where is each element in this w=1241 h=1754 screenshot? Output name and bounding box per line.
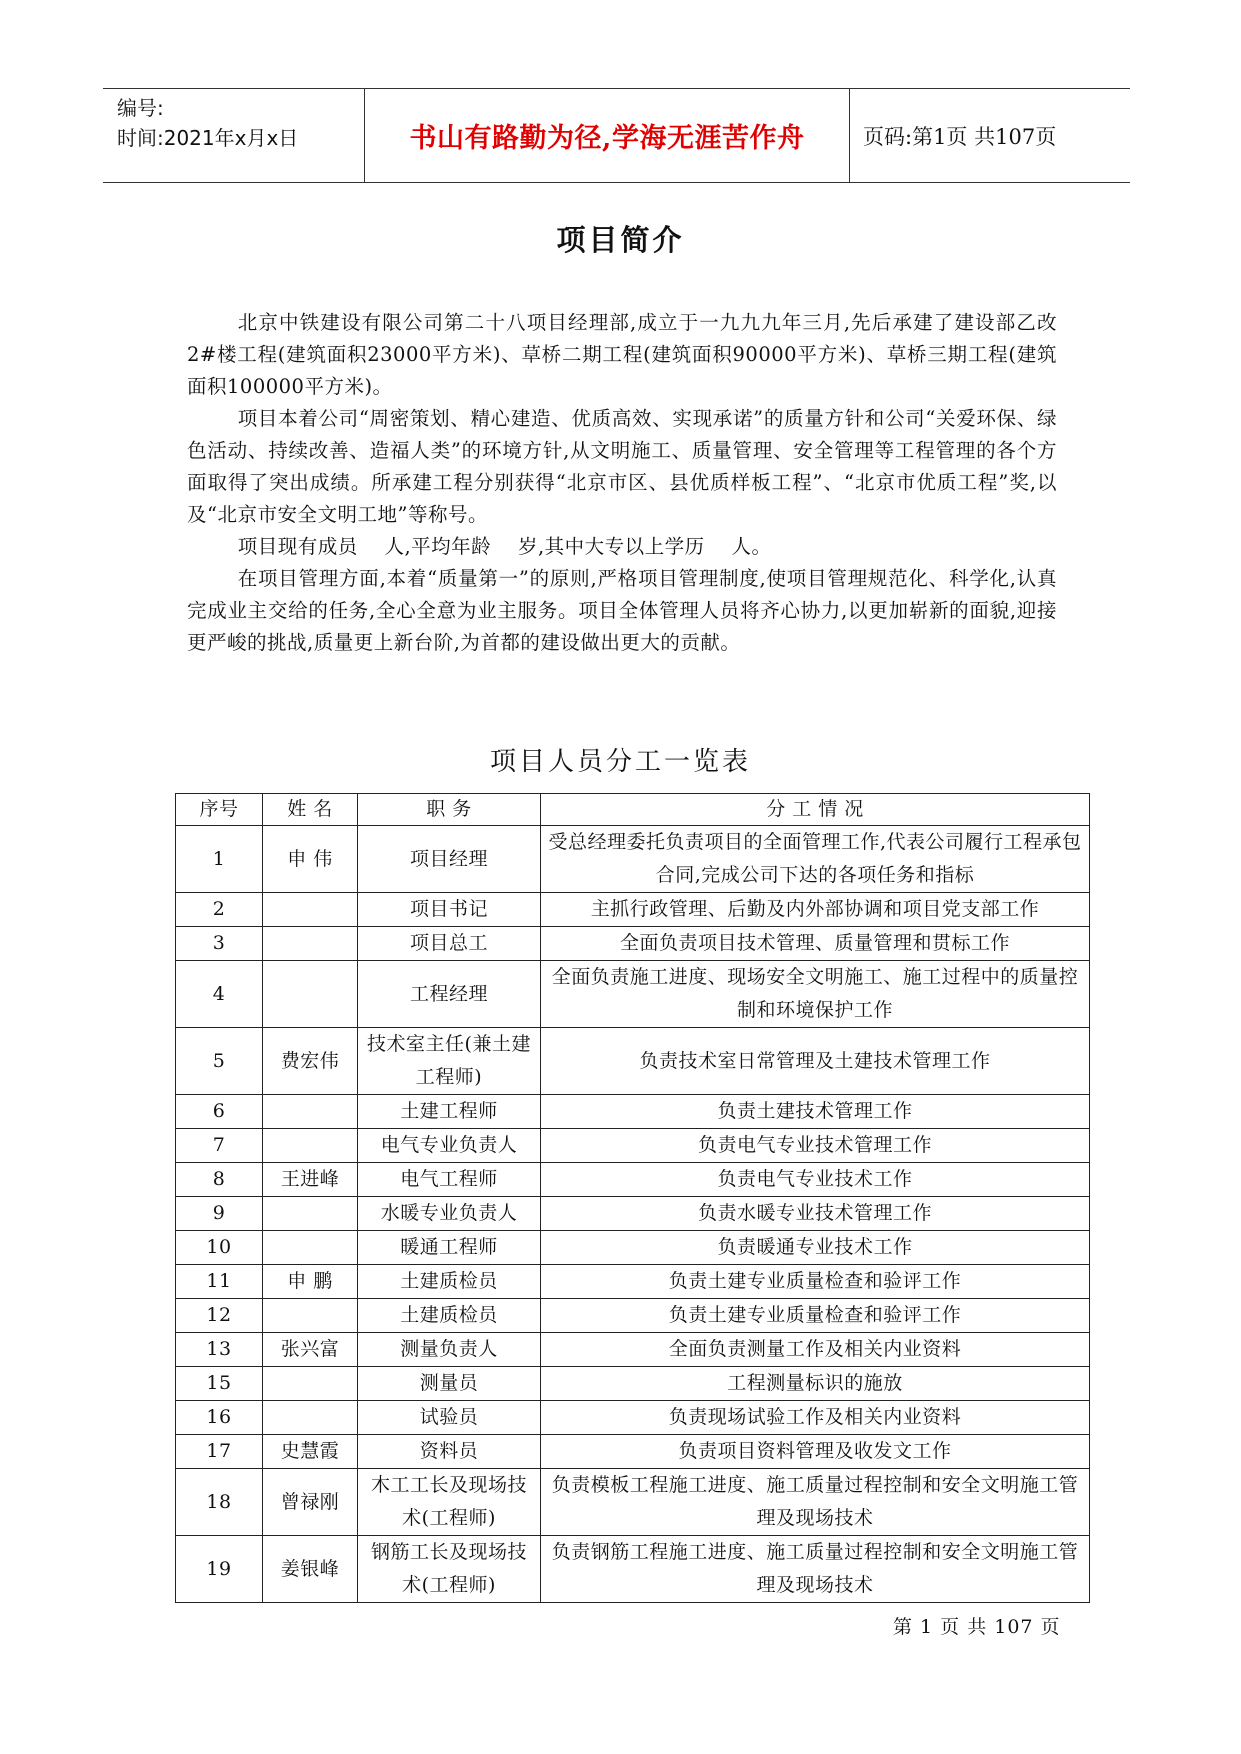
table-row	[176, 1265, 1090, 1299]
cell-duty: 负责技术室日常管理及土建技术管理工作	[541, 1028, 1090, 1095]
cell-name	[263, 1095, 358, 1129]
cell-duty: 全面负责测量工作及相关内业资料	[541, 1333, 1090, 1367]
cell-no: 4	[176, 961, 263, 1028]
cell-duty: 全面负责施工进度、现场安全文明施工、施工过程中的质量控制和环境保护工作	[541, 961, 1090, 1028]
cell-duty: 负责土建专业质量检查和验评工作	[541, 1299, 1090, 1333]
header-cell-name: 姓 名	[263, 794, 358, 826]
cell-name: 费宏伟	[263, 1028, 358, 1095]
cell-no: 9	[176, 1197, 263, 1231]
table-row	[176, 1401, 1090, 1435]
cell-name	[263, 1197, 358, 1231]
cell-name: 姜银峰	[263, 1536, 358, 1603]
intro-paragraph: 在项目管理方面,本着“质量第一”的原则,严格项目管理制度,使项目管理规范化、科学化,认真完成业主交给的任务,全心全意为业主服务。项目全体管理人员将齐心协力,以更加崭新的面貌,迎接更严峻的挑战,质量更上新台阶,为首都的建设做出更大的贡献。	[187, 567, 1057, 654]
cell-duty: 工程测量标识的施放	[541, 1367, 1090, 1401]
table-row	[176, 1095, 1090, 1129]
cell-position: 钢筋工长及现场技术(工程师)	[358, 1536, 541, 1603]
header-cell-position: 职 务	[358, 794, 541, 826]
cell-duty: 全面负责项目技术管理、质量管理和贯标工作	[541, 927, 1090, 961]
cell-duty: 负责现场试验工作及相关内业资料	[541, 1401, 1090, 1435]
header-page-number: 页码:第1页 共107页	[863, 124, 1057, 149]
cell-no: 15	[176, 1367, 263, 1401]
cell-name	[263, 1129, 358, 1163]
cell-duty: 主抓行政管理、后勤及内外部协调和项目党支部工作	[541, 893, 1090, 927]
cell-name	[263, 893, 358, 927]
cell-duty: 负责电气专业技术工作	[541, 1163, 1090, 1197]
cell-name	[263, 927, 358, 961]
cell-no: 17	[176, 1435, 263, 1469]
cell-position: 项目书记	[358, 893, 541, 927]
cell-position: 工程经理	[358, 961, 541, 1028]
cell-position: 电气专业负责人	[358, 1129, 541, 1163]
cell-position: 资料员	[358, 1435, 541, 1469]
page-footer: 第 1 页 共 107 页	[893, 1616, 1061, 1638]
cell-name	[263, 1299, 358, 1333]
cell-no: 12	[176, 1299, 263, 1333]
header-cell-duty: 分 工 情 况	[541, 794, 1090, 826]
cell-position: 测量员	[358, 1367, 541, 1401]
cell-no: 11	[176, 1265, 263, 1299]
cell-no: 6	[176, 1095, 263, 1129]
cell-duty: 负责电气专业技术管理工作	[541, 1129, 1090, 1163]
cell-duty: 负责钢筋工程施工进度、施工质量过程控制和安全文明施工管理及现场技术	[541, 1536, 1090, 1603]
cell-duty: 受总经理委托负责项目的全面管理工作,代表公司履行工程承包合同,完成公司下达的各项任务和指标	[541, 826, 1090, 893]
header-motto: 书山有路勤为径,学海无涯苦作舟	[409, 123, 805, 154]
cell-name: 王进峰	[263, 1163, 358, 1197]
table-row	[176, 1299, 1090, 1333]
page-header	[103, 88, 1130, 183]
cell-name	[263, 961, 358, 1028]
cell-no: 13	[176, 1333, 263, 1367]
cell-position: 水暖专业负责人	[358, 1197, 541, 1231]
table-body	[176, 826, 1090, 1603]
cell-no: 8	[176, 1163, 263, 1197]
header-divider	[849, 89, 850, 182]
cell-duty: 负责暖通专业技术工作	[541, 1231, 1090, 1265]
cell-position: 技术室主任(兼土建工程师)	[358, 1028, 541, 1095]
cell-no: 5	[176, 1028, 263, 1095]
table-row	[176, 1163, 1090, 1197]
table-row	[176, 1367, 1090, 1401]
document-number-label: 编号:	[117, 96, 164, 120]
document-title: 项目简介	[556, 223, 685, 257]
cell-name	[263, 1367, 358, 1401]
table-row	[176, 1333, 1090, 1367]
table-row	[176, 1469, 1090, 1536]
cell-name: 张兴富	[263, 1333, 358, 1367]
cell-position: 木工工长及现场技术(工程师)	[358, 1469, 541, 1536]
cell-name	[263, 1231, 358, 1265]
cell-position: 试验员	[358, 1401, 541, 1435]
cell-name: 曾禄刚	[263, 1469, 358, 1536]
cell-position: 电气工程师	[358, 1163, 541, 1197]
cell-duty: 负责项目资料管理及收发文工作	[541, 1435, 1090, 1469]
cell-no: 19	[176, 1536, 263, 1603]
cell-position: 土建质检员	[358, 1299, 541, 1333]
table-row	[176, 1435, 1090, 1469]
table-row	[176, 1028, 1090, 1095]
header-meta	[117, 93, 363, 153]
cell-duty: 负责土建专业质量检查和验评工作	[541, 1265, 1090, 1299]
table-title: 项目人员分工一览表	[489, 747, 751, 777]
cell-position: 土建工程师	[358, 1095, 541, 1129]
table-row	[176, 1129, 1090, 1163]
table-row	[176, 927, 1090, 961]
table-row	[176, 826, 1090, 893]
cell-no: 3	[176, 927, 263, 961]
table-row	[176, 1197, 1090, 1231]
header-cell-no: 序号	[176, 794, 263, 826]
cell-position: 测量负责人	[358, 1333, 541, 1367]
document-time-label: 时间:2021年x月x日	[117, 126, 299, 150]
intro-paragraph: 项目本着公司“周密策划、精心建造、优质高效、实现承诺”的质量方针和公司“关爱环保、绿色活动、持续改善、造福人类”的环境方针,从文明施工、质量管理、安全管理等工程管理的各个方面取得了突出成绩。所承建工程分别获得“北京市区、县优质样板工程”、“北京市优质工程”奖,以及“北京市安全文明工地”等称号。	[187, 407, 1057, 526]
cell-position: 土建质检员	[358, 1265, 541, 1299]
intro-paragraph: 项目现有成员 人,平均年龄 岁,其中大专以上学历 人。	[237, 535, 772, 558]
table-row	[176, 961, 1090, 1028]
cell-name	[263, 1401, 358, 1435]
cell-duty: 负责土建技术管理工作	[541, 1095, 1090, 1129]
table-row	[176, 893, 1090, 927]
table-row	[176, 1536, 1090, 1603]
table-row	[176, 1231, 1090, 1265]
intro-paragraph: 北京中铁建设有限公司第二十八项目经理部,成立于一九九九年三月,先后承建了建设部乙改2#楼工程(建筑面积23000平方米)、草桥二期工程(建筑面积90000平方米)、草桥三期工程(建筑面积100000平方米)。	[187, 311, 1057, 398]
cell-position: 项目经理	[358, 826, 541, 893]
cell-name: 申 伟	[263, 826, 358, 893]
intro-section	[187, 307, 1057, 659]
cell-position: 暖通工程师	[358, 1231, 541, 1265]
cell-no: 18	[176, 1469, 263, 1536]
cell-no: 10	[176, 1231, 263, 1265]
staff-table	[175, 793, 1090, 1603]
cell-no: 2	[176, 893, 263, 927]
cell-name: 申 鹏	[263, 1265, 358, 1299]
cell-duty: 负责模板工程施工进度、施工质量过程控制和安全文明施工管理及现场技术	[541, 1469, 1090, 1536]
table-header-row	[176, 794, 1090, 826]
cell-no: 16	[176, 1401, 263, 1435]
cell-no: 7	[176, 1129, 263, 1163]
cell-position: 项目总工	[358, 927, 541, 961]
cell-no: 1	[176, 826, 263, 893]
cell-duty: 负责水暖专业技术管理工作	[541, 1197, 1090, 1231]
cell-name: 史慧霞	[263, 1435, 358, 1469]
